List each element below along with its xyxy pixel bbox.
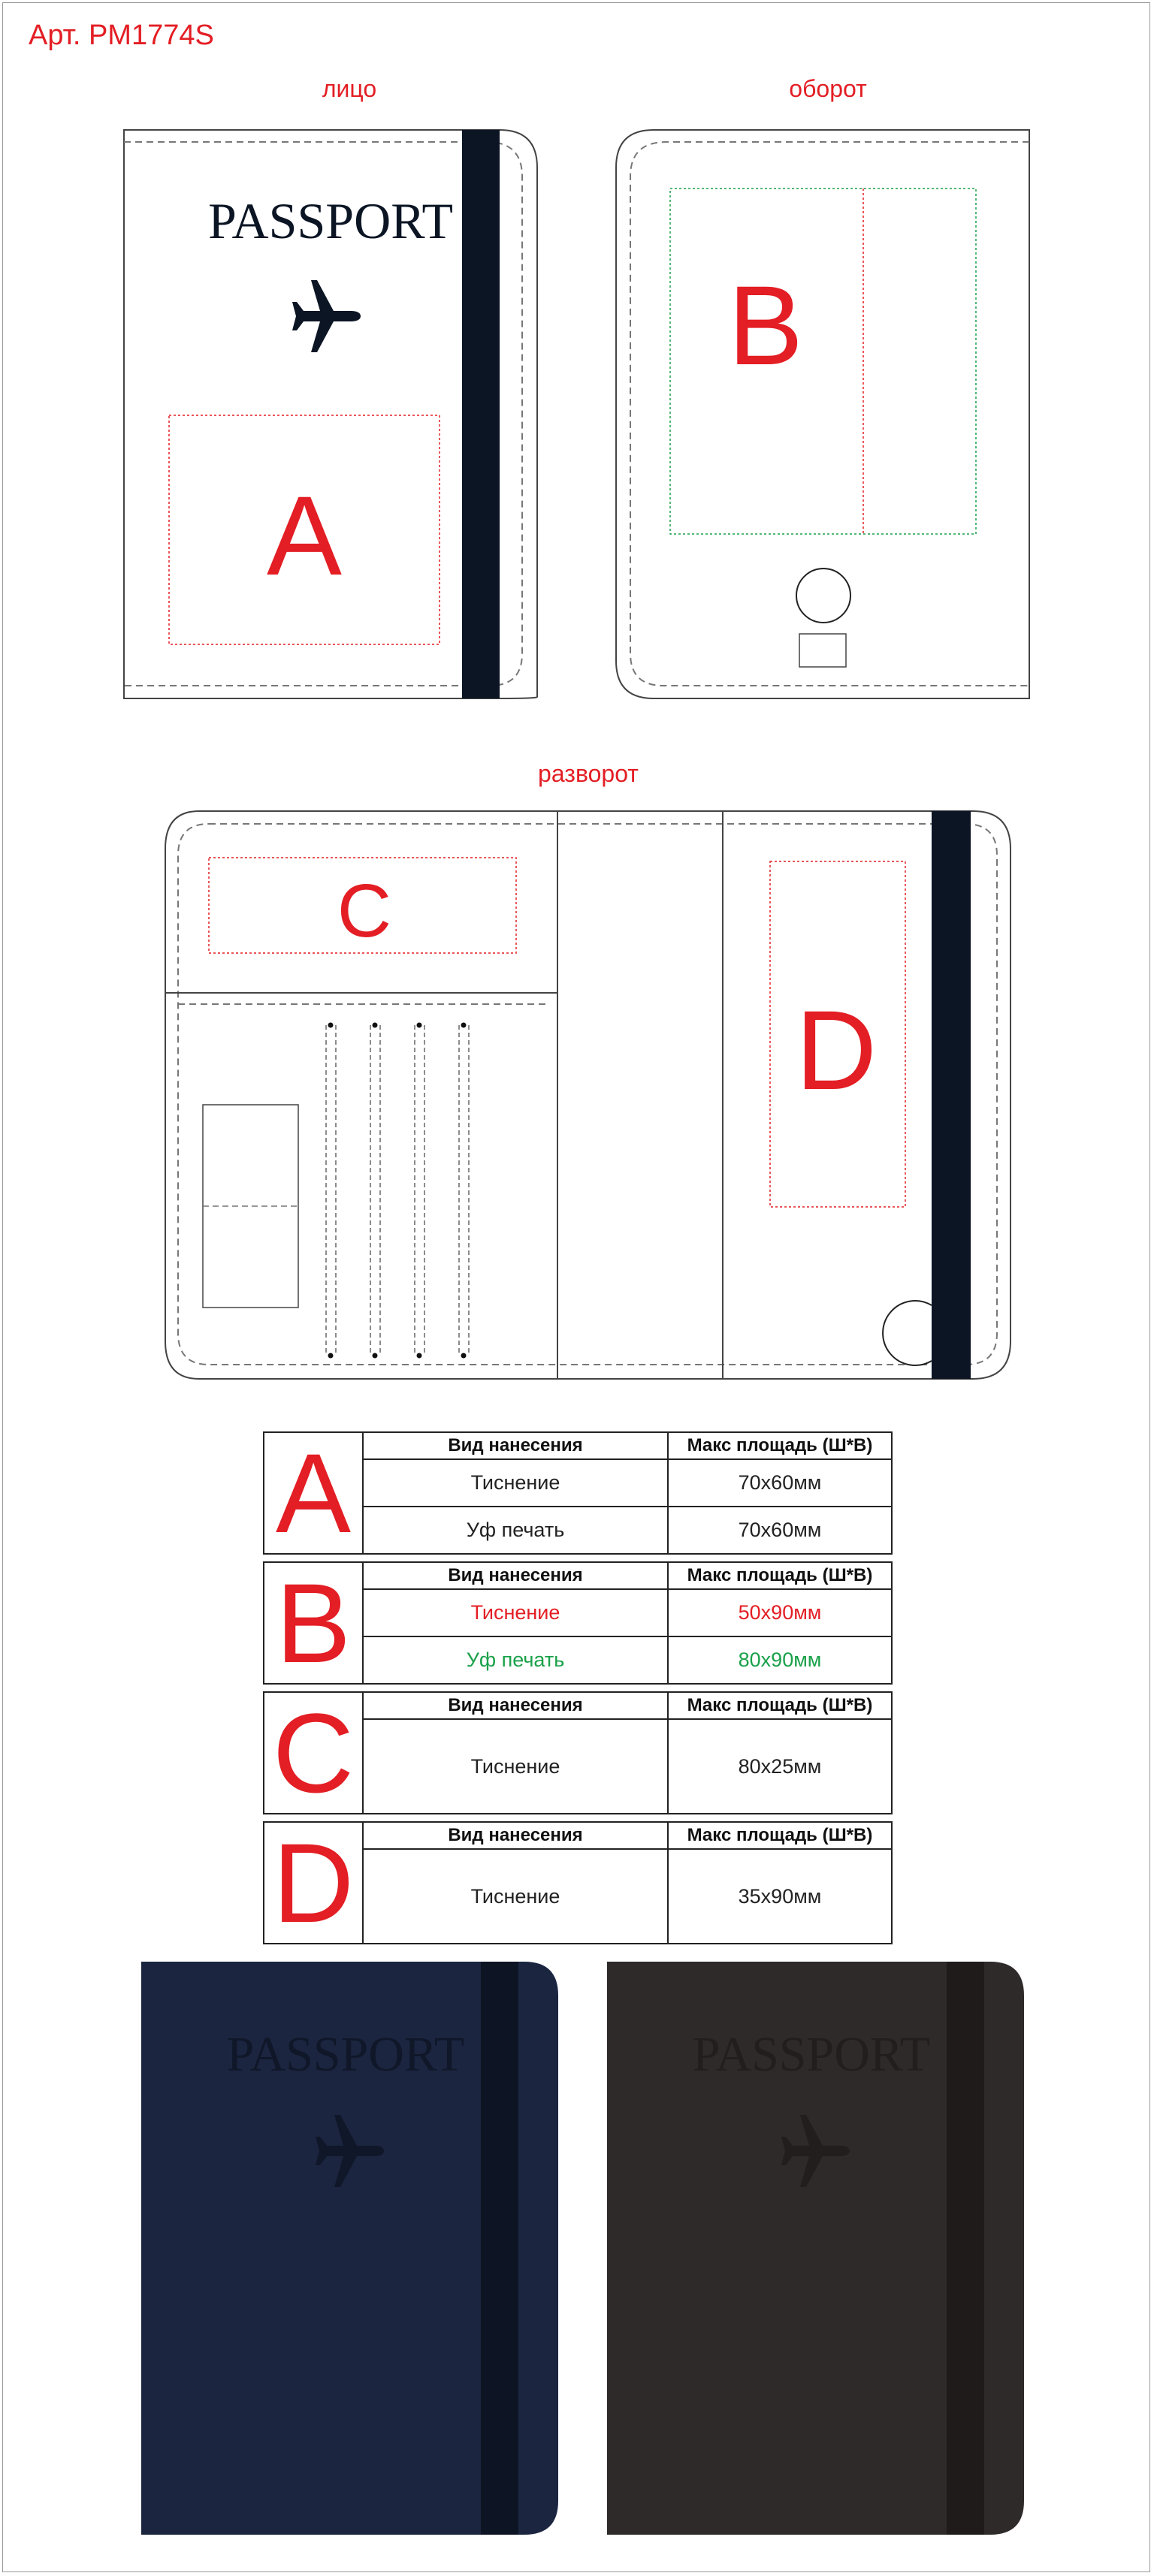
elastic-band [462,130,500,698]
passport-title: PASSPORT [692,2027,931,2082]
zone-a-label: A [266,472,343,599]
size-cell: 35x90мм [738,1884,822,1908]
method-cell: Тиснение [364,1720,669,1813]
table-letter: C [264,1693,364,1813]
spec-table-c [263,1691,893,1814]
size-cell: 80x25мм [738,1754,822,1778]
product-navy [141,1962,562,2536]
col-method: Вид нанесения [364,1563,669,1588]
zone-c-label: C [337,869,392,953]
zone-b-label: B [727,262,804,388]
method-cell: Тиснение [364,1460,669,1506]
clasp-circle [796,569,850,623]
elastic-band [932,811,971,1379]
col-area: Макс площадь (Ш*В) [687,1435,873,1455]
elastic-band [481,1962,518,2535]
passport-title: PASSPORT [207,192,454,249]
table-letter: A [264,1433,364,1553]
size-cell: 80x90мм [738,1648,822,1671]
method-cell: Уф печать [364,1507,669,1553]
method-cell: Тиснение [364,1850,669,1943]
col-method: Вид нанесения [364,1823,669,1848]
table-letter: B [264,1563,364,1683]
size-cell: 70x60мм [738,1519,822,1541]
method-cell: Уф печать [364,1637,669,1683]
col-area: Макс площадь (Ш*В) [687,1695,873,1715]
zone-d-label: D [795,987,878,1113]
spread-caption: разворот [538,760,639,787]
elastic-band [947,1962,984,2535]
front-view [120,124,548,710]
col-method: Вид нанесения [364,1693,669,1718]
product-dark [607,1962,1028,2536]
method-cell: Тиснение [364,1590,669,1636]
clasp-tab [799,634,846,667]
passport-title: PASSPORT [226,2027,465,2082]
size-cell: 50x90мм [738,1601,822,1624]
article-title: Арт. PM1774S [29,20,214,51]
size-cell: 70x60мм [738,1471,822,1494]
table-letter: D [264,1823,364,1943]
spec-table-d [263,1821,893,1944]
back-caption: оборот [789,75,867,102]
col-method: Вид нанесения [364,1433,669,1458]
col-area: Макс площадь (Ш*В) [687,1565,873,1585]
front-caption: лицо [322,75,377,102]
spread-view [162,807,1018,1386]
spec-table-b [263,1561,893,1685]
col-area: Макс площадь (Ш*В) [687,1825,873,1845]
back-view [612,124,1033,710]
spec-table-a [263,1431,893,1555]
